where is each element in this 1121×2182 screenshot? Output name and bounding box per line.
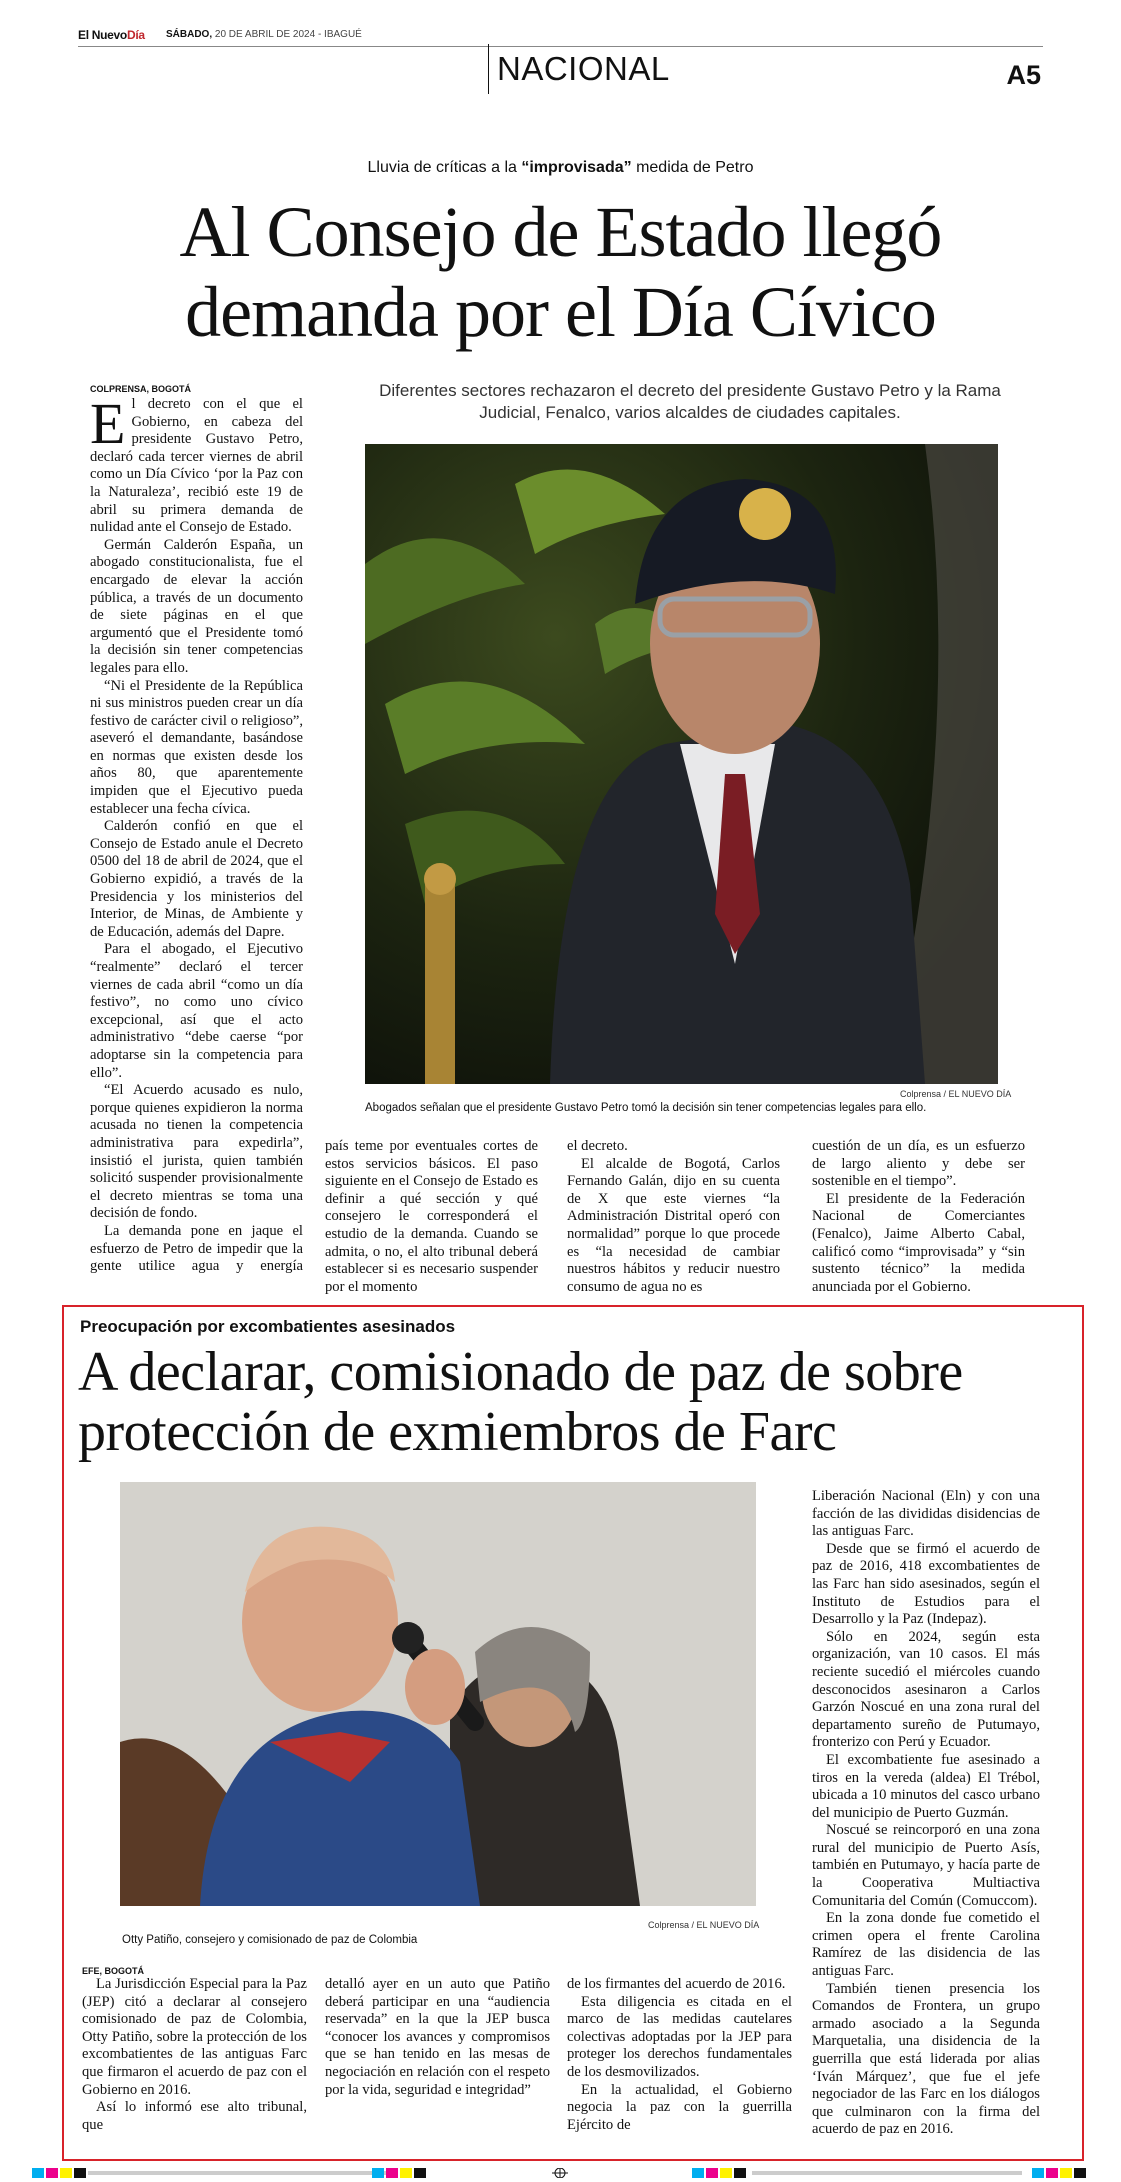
article2-headline: A declarar, comisionado de paz de sobre protección de exmiembros de Farc	[78, 1341, 963, 1463]
newspaper-logo: El NuevoDía	[78, 28, 145, 42]
article2-column-1: La Jurisdicción Especial para la Paz (JEP) citó a declarar al consejero comisionado de paz de Colombia, Otty Patiño, sobre la protección de los excombatientes de las antiguas Farc que firmaron el acuerdo de paz con el Gobierno en 2016. Así lo informó ese alto tribunal, que	[82, 1976, 307, 2133]
article2-column-2: detalló ayer en un auto que Patiño deberá participar en una “audiencia reservada” en la que la JEP busca “conocer los avances y compromisos que se han tenido en las mesas de negociación en relación con el respeto por la vida, seguridad e integridad”	[325, 1976, 550, 2098]
article1-column-4: cuestión de un día, es un esfuerzo de largo aliento y debe ser sostenible en el tiempo”. El presidente de la Federación Nacional de Comerciantes (Fenalco), Jaime Alberto Cabal, calificó como “improvisada” y “sin sustento técnico” la medida anunciada por el Gobierno.	[812, 1138, 1025, 1295]
article2-photo-credit: Colprensa / EL NUEVO DÍA	[648, 1920, 760, 1930]
article1-headline: Al Consejo de Estado llegó demanda por el Día Cívico	[179, 192, 942, 352]
article1-column-2: país teme por eventuales cortes de estos servicios básicos. El paso siguiente en el Consejo de Estado es definir a qué sección y qué consejero le corresponderá el estudio de la demanda. Cuando se admita, o no, el alto tribunal deberá establecer si es necesario suspender por el momento	[325, 1138, 538, 1295]
dateline: SÁBADO, 20 DE ABRIL DE 2024 - IBAGUÉ	[166, 29, 362, 40]
article2-byline: EFE, BOGOTÁ	[82, 1966, 145, 1976]
article2-column-3: de los firmantes del acuerdo de 2016. Esta diligencia es citada en el marco de las medidas cautelares colectivas adoptadas por la JEP para proteger los derechos fundamentales de los desmovilizados. En la actualidad, el Gobierno negocia la paz con la guerrilla Ejército de	[567, 1976, 792, 2133]
article2-caption: Otty Patiño, consejero y comisionado de paz de Colombia	[122, 1934, 418, 1946]
article1-column-3: el decreto. El alcalde de Bogotá, Carlos Fernando Galán, dijo en su cuenta de X que este viernes “la Administración Distrital operó con normalidad” porque lo que procede es “la necesidad de cambiar nuestros hábitos y reducir nuestro consumo de agua no es	[567, 1138, 780, 1295]
article1-byline: COLPRENSA, BOGOTÁ	[90, 384, 192, 394]
photo-otty-patino	[120, 1482, 756, 1906]
photo-petro	[365, 444, 998, 1084]
article1-caption: Abogados señalan que el presidente Gustavo Petro tomó la decisión sin tener competencias legales para ello.	[365, 1102, 927, 1114]
article1-photo-credit: Colprensa / EL NUEVO DÍA	[900, 1089, 1012, 1099]
article1-column-1: El decreto con el que el Gobierno, en cabeza del presidente Gustavo Petro, declaró cada tercer viernes de abril como un Día Cívico ‘por la Paz con la Naturaleza’, recibió este 19 de abril su primera demanda de nulidad ante el Consejo de Estado. Germán Calderón España, un abogado constitucionalista, fue el encargado de elevar la acción pública, a través de un documento de siete páginas en el que argumentó que el Presidente tomó la decisión sin tener competencias legales para ello. “Ni el Presidente de la República ni sus ministros pueden crear un día festivo de carácter civil o religioso”, aseveró el demandante, basándose en normas que existen desde los años 80, que aparentemente impiden que el Ejecutivo pueda establecer una fecha cívica. Calderón confió en que el Consejo de Estado anule el Decreto 0500 del 18 de abril de 2024, que el Gobierno expidió, a través de la Presidencia y los ministerios del Interior, de Minas, de Ambiente y de Educación, además del Dapre. Para el abogado, el Ejecutivo “realmente” declaró el tercer viernes de cada abril “como un día festivo”, no como uno cívico excepcional, así que el acto administrativo “debe caerse “por adoptarse sin la competencia para ello”. “El Acuerdo acusado es nulo, porque quienes expidieron la norma acusada no tienen la competencia administrativa para expedirla”, insistió el jurista, quien también solicitó suspender provisionalmente el decreto mientras se toma una decisión de fondo. La demanda pone en jaque el esfuerzo de Petro de impedir que la gente utilice agua y energía	[90, 396, 303, 1275]
page-number: A5	[1006, 60, 1041, 90]
dropcap: E	[90, 396, 126, 456]
article1-photo	[365, 444, 998, 1084]
article1-kicker: Lluvia de críticas a la “improvisada” medida de Petro	[367, 159, 754, 176]
article2-photo	[120, 1482, 756, 1906]
section-title: NACIONAL	[488, 44, 670, 94]
article2-kicker: Preocupación por excombatientes asesinados	[80, 1317, 456, 1336]
printer-color-bar	[32, 2163, 1088, 2173]
article1-subdeck: Diferentes sectores rechazaron el decreto del presidente Gustavo Petro y la Rama Judicial, Fenalco, varios alcaldes de ciudades capitales.	[379, 381, 1001, 422]
article2-column-4: Liberación Nacional (Eln) y con una facción de las divididas disidencias de las antiguas Farc. Desde que se firmó el acuerdo de paz de 2016, 418 excombatientes de las Farc han sido asesinados, según el Instituto de Estudios para el Desarrollo y la Paz (Indepaz). Sólo en 2024, según esta organización, van 10 casos. El más reciente sucedió el miércoles cuando desconocidos asesinaron a Carlos Garzón Noscué en una zona rural del departamento sureño de Putumayo, fronterizo con Perú y Ecuador. El excombatiente fue asesinado a tiros en la vereda (aldea) El Trébol, ubicada a 10 minutos del casco urbano del municipio de Puerto Guzmán. Noscué se reincorporó en una zona rural del municipio de Puerto Asís, también en Putumayo, y hacía parte de la Cooperativa Multiactiva Comunitaria del Común (Comuccom). En la zona donde fue cometido el crimen opera el frente Carolina Ramírez de las disidencia de las antiguas Farc. También tienen presencia los Comandos de Frontera, un grupo armado asociado a la Segunda Marquetalia, una disidencia de la guerrilla que está liderada por alias ‘Iván Márquez’, que fue el jefe negociador de las Farc en los diálogos que culminaron con la firma del acuerdo de paz en 2016.	[812, 1488, 1040, 2138]
